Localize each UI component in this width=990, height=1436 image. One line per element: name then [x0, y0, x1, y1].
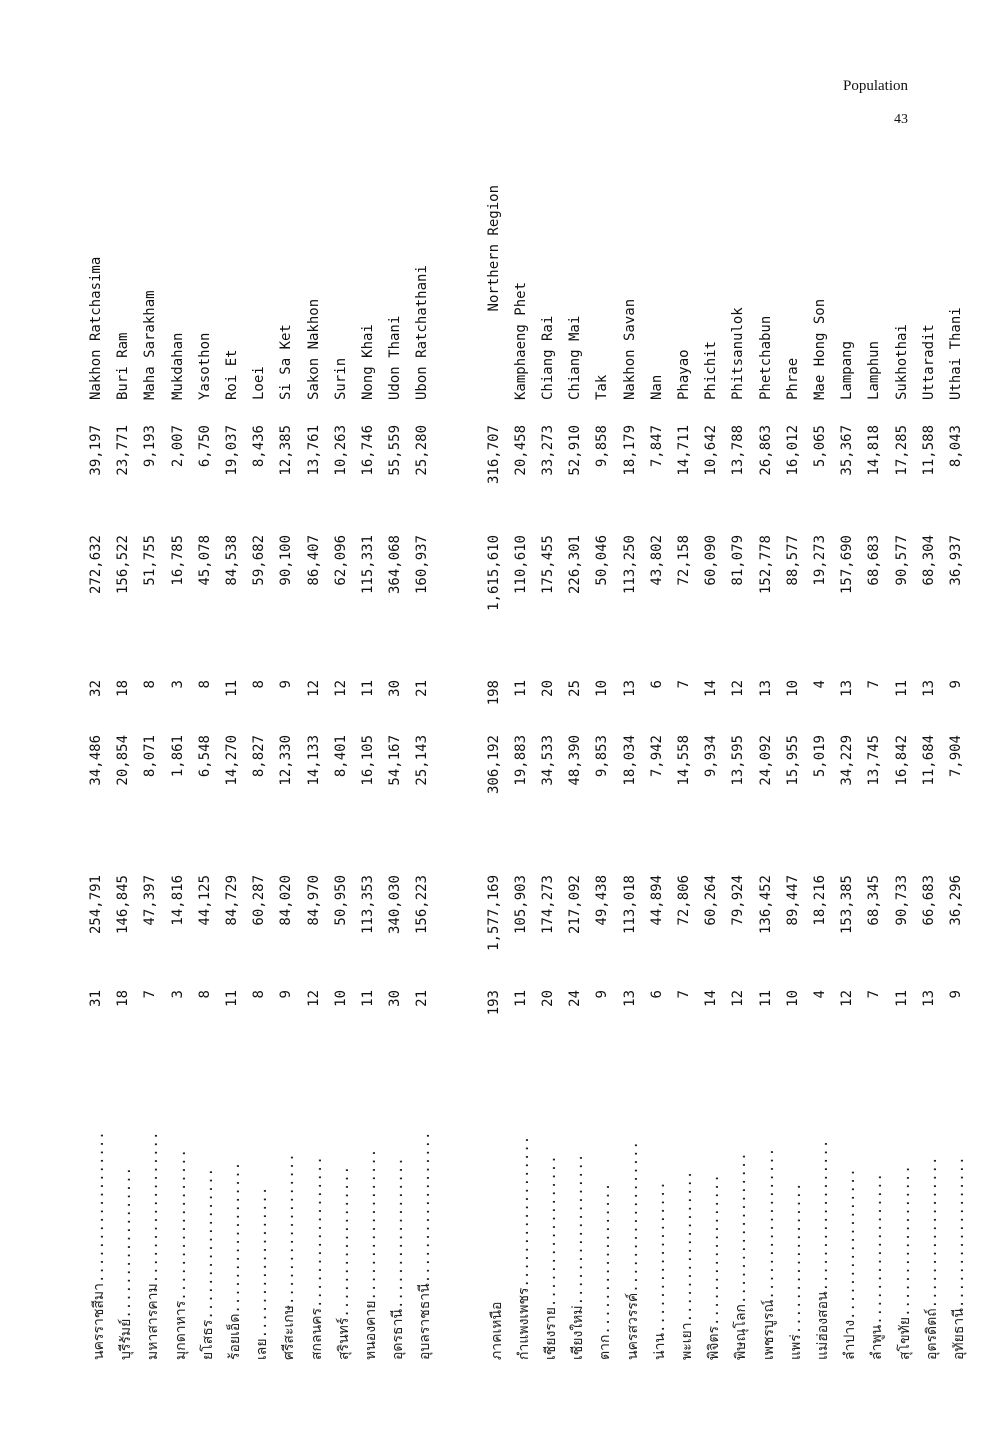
- value-cell: 8,436: [251, 425, 268, 468]
- value-cell: 6: [648, 990, 665, 999]
- value-cell: 364,068: [387, 535, 404, 595]
- value-cell: 12,385: [278, 425, 295, 476]
- value-cell: 9,193: [142, 425, 159, 468]
- province-name-cell: Mae Hong Son: [812, 298, 828, 400]
- value-cell: 19,273: [812, 535, 828, 586]
- table-row: [303, 180, 329, 1360]
- value-cell: 13,788: [730, 425, 747, 476]
- table-row: [112, 180, 138, 1360]
- value-cell: 13,761: [305, 425, 322, 476]
- value-cell: 10: [784, 680, 801, 697]
- table-row: [591, 180, 617, 1360]
- table-row: [357, 180, 383, 1360]
- value-cell: 7: [866, 990, 883, 999]
- province-name-cell: Chiang Rai: [540, 315, 556, 400]
- thai-name-cell: อุดรธานี..................: [390, 1157, 407, 1360]
- thai-name-cell: มุกดาหาร..................: [172, 1149, 189, 1360]
- table-row: [727, 180, 753, 1360]
- thai-name-cell: อุตรดิตถ์..................: [923, 1156, 940, 1360]
- value-cell: 226,301: [567, 535, 584, 595]
- value-cell: 25,280: [414, 425, 431, 476]
- thai-name-cell: เพชรบูรณ์..................: [760, 1147, 777, 1360]
- value-cell: 11: [512, 680, 529, 697]
- value-cell: 79,924: [730, 875, 747, 926]
- page-header-title: Population: [842, 78, 908, 94]
- value-cell: 52,910: [567, 425, 584, 476]
- province-name-cell: Si Sa Ket: [278, 324, 295, 400]
- value-cell: 136,452: [757, 875, 774, 935]
- value-cell: 153,385: [839, 875, 856, 935]
- value-cell: 13,745: [866, 735, 883, 786]
- value-cell: 84,970: [305, 875, 322, 926]
- value-cell: 16,105: [360, 735, 376, 786]
- table-row: [194, 180, 220, 1360]
- province-name-cell: Uttaradit: [920, 324, 937, 400]
- value-cell: 152,778: [757, 535, 774, 595]
- province-name-cell: Phrae: [784, 357, 801, 400]
- value-cell: 9: [278, 990, 295, 999]
- value-cell: 13: [839, 680, 856, 697]
- table-row: [221, 180, 247, 1360]
- value-cell: 60,264: [703, 875, 720, 926]
- value-cell: 50,950: [332, 875, 349, 926]
- value-cell: 11: [893, 990, 910, 1007]
- value-cell: 14,816: [169, 875, 186, 926]
- value-cell: 10: [332, 990, 349, 1007]
- thai-name-cell: ร้อยเอ็ด..................: [227, 1161, 243, 1360]
- value-cell: 6,750: [196, 425, 213, 468]
- value-cell: 11: [893, 680, 910, 697]
- table-row: [510, 180, 536, 1360]
- value-cell: 1,615,610: [485, 535, 502, 611]
- province-name-cell: Kamphaeng Phet: [512, 281, 529, 400]
- value-cell: 14,133: [305, 735, 322, 786]
- value-cell: 11,684: [920, 735, 937, 786]
- value-cell: 84,538: [224, 535, 240, 586]
- value-cell: 12: [332, 680, 349, 697]
- value-cell: 156,522: [115, 535, 132, 595]
- thai-name-cell: อุทัยธานี..................: [951, 1156, 967, 1360]
- value-cell: 50,046: [594, 535, 611, 586]
- value-cell: 7,942: [648, 735, 665, 778]
- value-cell: 90,733: [893, 875, 910, 926]
- province-name-cell: Yasothon: [196, 332, 213, 400]
- table-row: [945, 180, 971, 1360]
- region-row: [483, 180, 509, 1360]
- value-cell: 5,019: [812, 735, 828, 778]
- value-cell: 11: [360, 990, 376, 1007]
- value-cell: 7,904: [948, 735, 964, 778]
- province-name-cell: Maha Sarakham: [142, 290, 159, 400]
- value-cell: 54,167: [387, 735, 404, 786]
- province-name-cell: Udon Thani: [387, 315, 404, 400]
- province-name-cell: Tak: [594, 374, 611, 400]
- value-cell: 13: [621, 990, 638, 1007]
- thai-name-cell: ตาก..................: [597, 1182, 614, 1360]
- value-cell: 146,845: [115, 875, 132, 935]
- province-name-cell: Phetchabun: [757, 315, 774, 400]
- province-name-cell: Sakon Nakhon: [305, 298, 322, 400]
- thai-name-cell: ยโสธร..................: [199, 1167, 216, 1360]
- value-cell: 20,458: [512, 425, 529, 476]
- thai-name-cell: มหาสารคาม..................: [145, 1131, 162, 1360]
- value-cell: 8,071: [142, 735, 159, 778]
- thai-name-cell: พะเยา..................: [679, 1170, 695, 1360]
- table-row: [673, 180, 699, 1360]
- value-cell: 86,407: [305, 535, 322, 586]
- value-cell: 306,192: [485, 735, 502, 795]
- thai-name-cell: บุรีรัมย์..................: [118, 1166, 135, 1360]
- value-cell: 160,937: [414, 535, 431, 595]
- value-cell: 16,785: [169, 535, 186, 586]
- thai-name-cell: ภาคเหนือ: [488, 1301, 505, 1360]
- value-cell: 24,092: [757, 735, 774, 786]
- value-cell: 3: [169, 990, 186, 999]
- value-cell: 13: [757, 680, 774, 697]
- value-cell: 25,143: [414, 735, 431, 786]
- value-cell: 11: [360, 680, 376, 697]
- thai-name-cell: น่าน..................: [651, 1181, 668, 1360]
- table-row: [809, 180, 835, 1360]
- value-cell: 12: [730, 680, 747, 697]
- value-cell: 15,955: [784, 735, 801, 786]
- value-cell: 72,806: [676, 875, 692, 926]
- value-cell: 1,577,169: [485, 875, 502, 951]
- province-name-cell: Nan: [648, 374, 665, 400]
- value-cell: 66,683: [920, 875, 937, 926]
- thai-name-cell: พิจิตร..................: [706, 1174, 723, 1360]
- value-cell: 90,100: [278, 535, 295, 586]
- value-cell: 10,642: [703, 425, 720, 476]
- value-cell: 18: [115, 990, 132, 1007]
- value-cell: 12: [305, 990, 322, 1007]
- value-cell: 11: [512, 990, 529, 1007]
- value-cell: 34,229: [839, 735, 856, 786]
- value-cell: 59,682: [251, 535, 268, 586]
- value-cell: 13: [920, 680, 937, 697]
- value-cell: 25: [567, 680, 584, 697]
- value-cell: 12: [730, 990, 747, 1007]
- thai-name-cell: เชียงใหม่..................: [570, 1153, 587, 1360]
- value-cell: 8: [142, 680, 159, 689]
- value-cell: 316,707: [485, 425, 502, 485]
- thai-name-cell: นครสวรรค์..................: [624, 1141, 641, 1360]
- value-cell: 8,827: [251, 735, 268, 778]
- value-cell: 68,304: [920, 535, 937, 586]
- value-cell: 16,746: [360, 425, 376, 476]
- value-cell: 9: [948, 680, 964, 689]
- table-row: [384, 180, 410, 1360]
- thai-name-cell: อุบลราชธานี..................: [417, 1131, 434, 1360]
- page-number: 43: [894, 112, 908, 127]
- thai-name-cell: กำแพงเพชร..................: [515, 1135, 532, 1360]
- value-cell: 89,447: [784, 875, 801, 926]
- value-cell: 21: [414, 990, 431, 1007]
- value-cell: 12: [839, 990, 856, 1007]
- province-name-cell: Ubon Ratchathani: [414, 265, 431, 400]
- province-name-cell: Phayao: [676, 349, 692, 400]
- province-name-cell: Surin: [332, 357, 349, 400]
- value-cell: 16,012: [784, 425, 801, 476]
- value-cell: 9: [948, 990, 964, 999]
- value-cell: 17,285: [893, 425, 910, 476]
- value-cell: 49,438: [594, 875, 611, 926]
- value-cell: 254,791: [88, 875, 104, 935]
- table-row: [537, 180, 563, 1360]
- value-cell: 60,287: [251, 875, 268, 926]
- value-cell: 34,486: [88, 735, 104, 786]
- value-cell: 10: [594, 680, 611, 697]
- value-cell: 34,533: [540, 735, 556, 786]
- table-row: [700, 180, 726, 1360]
- value-cell: 44,894: [648, 875, 665, 926]
- value-cell: 2,007: [169, 425, 186, 468]
- table-row: [248, 180, 274, 1360]
- value-cell: 11,588: [920, 425, 937, 476]
- value-cell: 60,090: [703, 535, 720, 586]
- value-cell: 193: [485, 990, 502, 1016]
- value-cell: 11: [224, 990, 240, 1007]
- value-cell: 90,577: [893, 535, 910, 586]
- province-name-cell: Phichit: [703, 340, 720, 400]
- table-row: [564, 180, 590, 1360]
- value-cell: 157,690: [839, 535, 856, 595]
- value-cell: 217,092: [567, 875, 584, 935]
- value-cell: 12: [305, 680, 322, 697]
- thai-name-cell: ลำพูน..................: [869, 1173, 886, 1360]
- thai-name-cell: ลำปาง..................: [842, 1168, 859, 1360]
- value-cell: 12,330: [278, 735, 295, 786]
- value-cell: 20: [540, 680, 556, 697]
- value-cell: 156,223: [414, 875, 431, 935]
- table-row: [782, 180, 808, 1360]
- province-name-cell: Lamphun: [866, 340, 883, 400]
- value-cell: 20: [540, 990, 556, 1007]
- value-cell: 175,455: [540, 535, 556, 595]
- value-cell: 105,903: [512, 875, 529, 935]
- value-cell: 81,079: [730, 535, 747, 586]
- province-name-cell: Nakhon Ratchasima: [88, 256, 104, 400]
- value-cell: 4: [812, 990, 828, 999]
- province-name-cell: Roi Et: [224, 349, 240, 400]
- value-cell: 272,632: [88, 535, 104, 595]
- thai-name-cell: แม่ฮ่องสอน..................: [815, 1139, 831, 1360]
- value-cell: 88,577: [784, 535, 801, 586]
- thai-name-cell: เชียงราย..................: [543, 1155, 559, 1360]
- thai-name-cell: นครราชสีมา..................: [91, 1131, 107, 1360]
- thai-name-cell: หนองคาย..................: [363, 1148, 379, 1360]
- value-cell: 113,250: [621, 535, 638, 595]
- province-name-cell: Buri Ram: [115, 332, 132, 400]
- value-cell: 8: [196, 680, 213, 689]
- value-cell: 68,345: [866, 875, 883, 926]
- value-cell: 7: [676, 680, 692, 689]
- value-cell: 14,558: [676, 735, 692, 786]
- value-cell: 8,401: [332, 735, 349, 778]
- table-row: [836, 180, 862, 1360]
- value-cell: 8: [196, 990, 213, 999]
- value-cell: 6: [648, 680, 665, 689]
- thai-name-cell: ศรีสะเกษ..................: [281, 1153, 298, 1360]
- value-cell: 30: [387, 680, 404, 697]
- value-cell: 4: [812, 680, 828, 689]
- value-cell: 9: [594, 990, 611, 999]
- value-cell: 84,020: [278, 875, 295, 926]
- value-cell: 9,934: [703, 735, 720, 778]
- value-cell: 9: [278, 680, 295, 689]
- value-cell: 18,179: [621, 425, 638, 476]
- table-row: [139, 180, 165, 1360]
- value-cell: 19,037: [224, 425, 240, 476]
- value-cell: 16,842: [893, 735, 910, 786]
- value-cell: 72,158: [676, 535, 692, 586]
- value-cell: 1,861: [169, 735, 186, 778]
- value-cell: 36,937: [948, 535, 964, 586]
- thai-name-cell: สกลนคร..................: [308, 1156, 325, 1360]
- table-row: [863, 180, 889, 1360]
- value-cell: 13: [920, 990, 937, 1007]
- value-cell: 110,610: [512, 535, 529, 595]
- value-cell: 18,034: [621, 735, 638, 786]
- value-cell: 43,802: [648, 535, 665, 586]
- value-cell: 10,263: [332, 425, 349, 476]
- province-name-cell: Mukdahan: [169, 332, 186, 400]
- value-cell: 340,030: [387, 875, 404, 935]
- thai-name-cell: พิษณุโลก..................: [733, 1152, 750, 1360]
- value-cell: 10: [784, 990, 801, 1007]
- value-cell: 7: [866, 680, 883, 689]
- table-row: [646, 180, 672, 1360]
- value-cell: 55,559: [387, 425, 404, 476]
- value-cell: 20,854: [115, 735, 132, 786]
- value-cell: 33,273: [540, 425, 556, 476]
- value-cell: 14,818: [866, 425, 883, 476]
- table-row: [891, 180, 917, 1360]
- province-name-cell: Nong Khai: [360, 324, 376, 400]
- value-cell: 5,065: [812, 425, 828, 468]
- province-name-cell: Lampang: [839, 340, 856, 400]
- table-row: [411, 180, 437, 1360]
- province-name-cell: Phitsanulok: [730, 307, 747, 400]
- value-cell: 68,683: [866, 535, 883, 586]
- value-cell: 113,018: [621, 875, 638, 935]
- value-cell: 36,296: [948, 875, 964, 926]
- value-cell: 35,367: [839, 425, 856, 476]
- value-cell: 198: [485, 680, 502, 706]
- value-cell: 7: [142, 990, 159, 999]
- value-cell: 14,270: [224, 735, 240, 786]
- value-cell: 14: [703, 680, 720, 697]
- table-row: [85, 180, 111, 1360]
- value-cell: 62,096: [332, 535, 349, 586]
- value-cell: 8: [251, 990, 268, 999]
- value-cell: 9,853: [594, 735, 611, 778]
- table-row: [619, 180, 645, 1360]
- province-name-cell: Northern Region: [485, 185, 502, 312]
- value-cell: 32: [88, 680, 104, 697]
- value-cell: 13: [621, 680, 638, 697]
- value-cell: 23,771: [115, 425, 132, 476]
- value-cell: 51,755: [142, 535, 159, 586]
- thai-name-cell: เลย..................: [254, 1186, 271, 1360]
- province-name-cell: Nakhon Savan: [621, 298, 638, 400]
- table-row: [755, 180, 781, 1360]
- value-cell: 21: [414, 680, 431, 697]
- value-cell: 3: [169, 680, 186, 689]
- value-cell: 48,390: [567, 735, 584, 786]
- value-cell: 30: [387, 990, 404, 1007]
- value-cell: 8,043: [948, 425, 964, 468]
- value-cell: 45,078: [196, 535, 213, 586]
- value-cell: 13,595: [730, 735, 747, 786]
- value-cell: 7,847: [648, 425, 665, 468]
- value-cell: 18: [115, 680, 132, 697]
- table-row: [167, 180, 193, 1360]
- table-row: [330, 180, 356, 1360]
- value-cell: 6,548: [196, 735, 213, 778]
- value-cell: 9,858: [594, 425, 611, 468]
- province-name-cell: Sukhothai: [893, 324, 910, 400]
- population-table: [72, 180, 967, 1360]
- value-cell: 115,331: [360, 535, 376, 595]
- value-cell: 8: [251, 680, 268, 689]
- value-cell: 26,863: [757, 425, 774, 476]
- value-cell: 31: [88, 990, 104, 1007]
- thai-name-cell: สุโขทัย..................: [896, 1165, 913, 1360]
- value-cell: 7: [676, 990, 692, 999]
- value-cell: 44,125: [196, 875, 213, 926]
- value-cell: 11: [757, 990, 774, 1007]
- value-cell: 11: [224, 680, 240, 697]
- value-cell: 84,729: [224, 875, 240, 926]
- value-cell: 47,397: [142, 875, 159, 926]
- province-name-cell: Loei: [251, 366, 268, 400]
- value-cell: 19,883: [512, 735, 529, 786]
- thai-name-cell: สุรินทร์..................: [335, 1165, 352, 1360]
- value-cell: 14: [703, 990, 720, 1007]
- value-cell: 18,216: [812, 875, 828, 926]
- value-cell: 39,197: [88, 425, 104, 476]
- province-name-cell: Chiang Mai: [567, 315, 584, 400]
- thai-name-cell: แพร่..................: [787, 1182, 804, 1360]
- value-cell: 113,353: [360, 875, 376, 935]
- value-cell: 174,273: [540, 875, 556, 935]
- value-cell: 14,711: [676, 425, 692, 476]
- table-row: [275, 180, 301, 1360]
- province-name-cell: Uthai Thani: [948, 307, 964, 400]
- table-row: [918, 180, 944, 1360]
- value-cell: 24: [567, 990, 584, 1007]
